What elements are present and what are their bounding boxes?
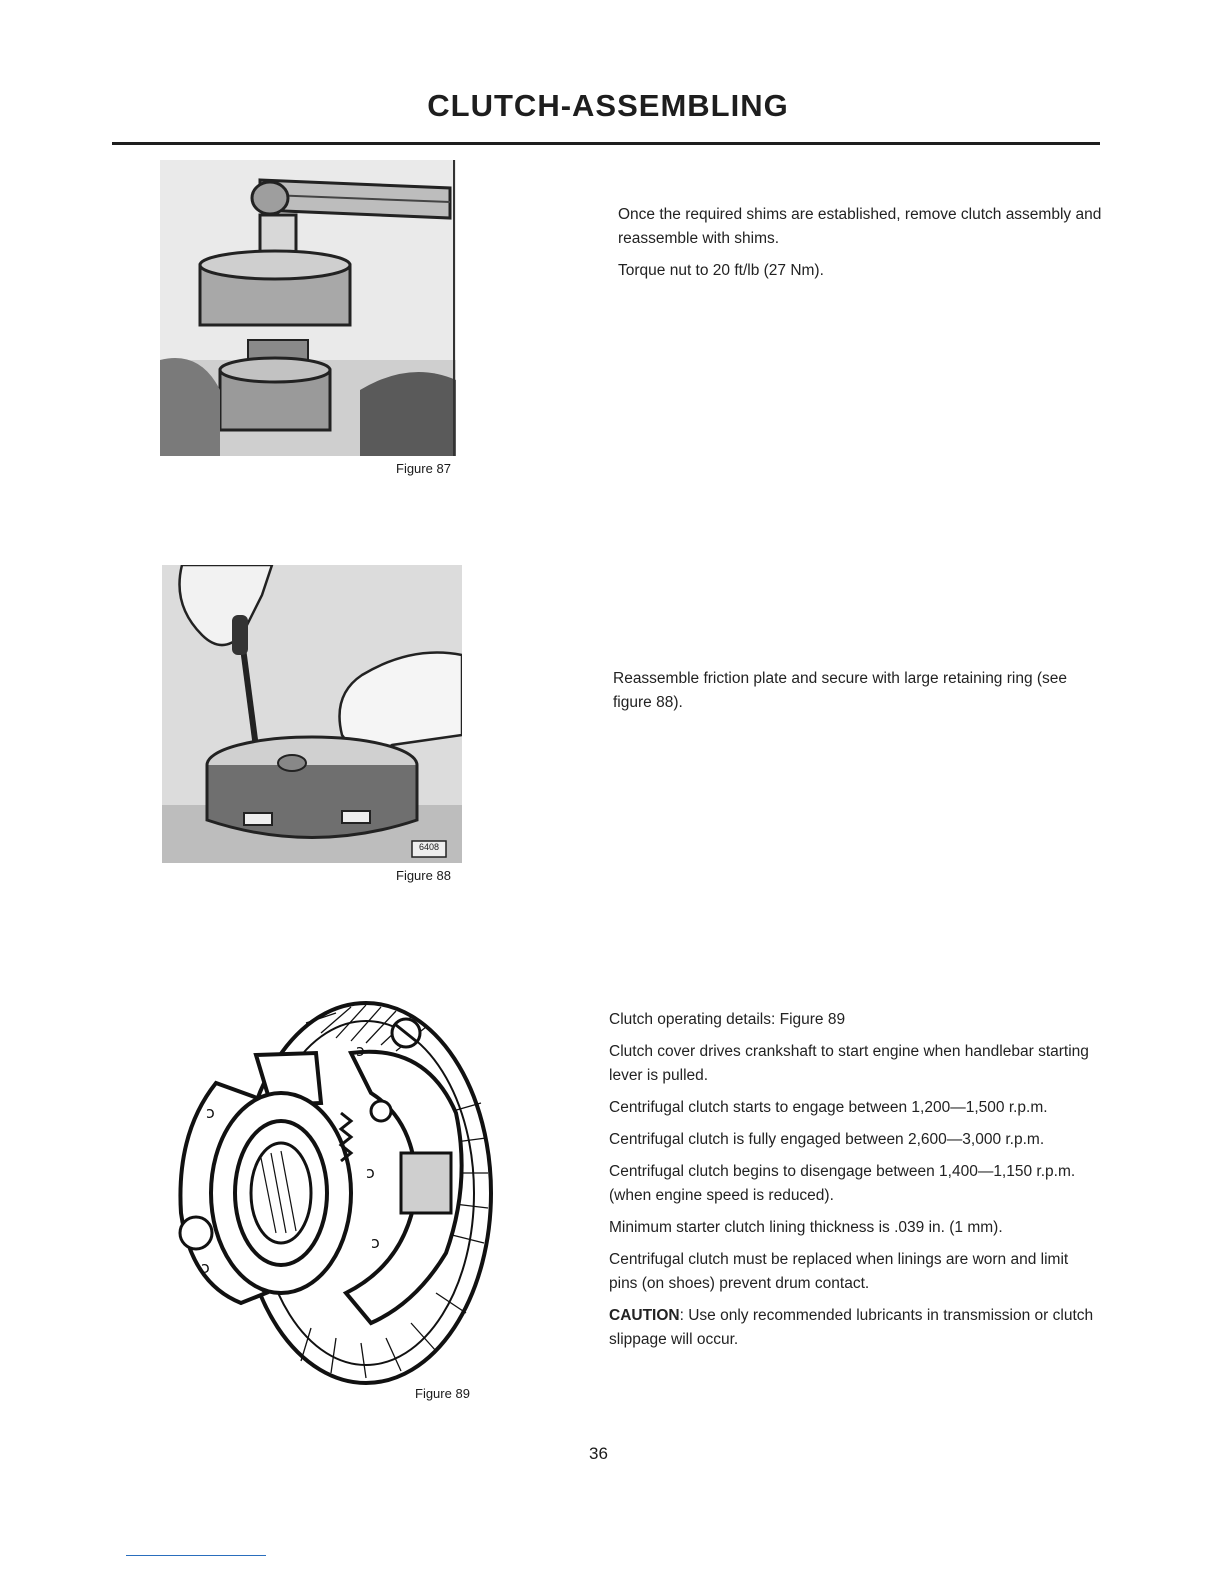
shims-paragraph-1: Once the required shims are established, remove clutch assembly and reassemble with shims. [618,206,1102,247]
caution-label: CAUTION [609,1307,680,1324]
operating-details-paragraph-2: Clutch cover drives crankshaft to start engine when handlebar starting lever is pulled. [609,1043,1089,1084]
svg-text:ɔ: ɔ [366,1163,375,1182]
svg-text:ɔ: ɔ [206,1103,215,1122]
operating-details-paragraph-7: Centrifugal clutch must be replaced when linings are worn and limit pins (on shoes) prevent drum contact. [609,1251,1069,1292]
caution-text: : Use only recommended lubricants in transmission or clutch slippage will occur. [609,1307,1094,1348]
title-rule [112,142,1100,145]
operating-details-paragraph-5: Centrifugal clutch begins to disengage between 1,400—1,150 r.p.m. (when engine speed is reduced). [609,1163,1076,1204]
operating-details-section [609,1008,1099,1360]
friction-plate-section [613,667,1103,723]
operating-details-paragraph-6: Minimum starter clutch lining thickness is .039 in. (1 mm). [609,1219,1003,1236]
shims-paragraph-2: Torque nut to 20 ft/lb (27 Nm). [618,262,824,279]
figure-89-drawing [156,993,494,1393]
figure-87-photo [160,160,456,456]
operating-details-paragraph-3: Centrifugal clutch starts to engage between 1,200—1,500 r.p.m. [609,1099,1048,1116]
caution-paragraph [609,1304,1099,1352]
shims-section [618,203,1108,291]
figure-88-caption: Figure 88 [396,868,451,883]
figure-89-caption: Figure 89 [415,1386,470,1401]
page-number: 36 [589,1444,608,1463]
figure-88-photo [162,565,462,863]
operating-details-paragraph-4: Centrifugal clutch is fully engaged between 2,600—3,000 r.p.m. [609,1131,1045,1148]
svg-text:ɔ: ɔ [356,1041,365,1060]
figure-88-tag: 6408 [418,842,440,852]
footer-link-rule [126,1555,266,1556]
operating-details-heading: Clutch operating details: Figure 89 [609,1011,846,1028]
svg-text:ɔ: ɔ [371,1233,380,1252]
figure-87-caption: Figure 87 [396,461,451,476]
friction-plate-paragraph: Reassemble friction plate and secure with large retaining ring (see figure 88). [613,670,1068,711]
svg-text:ɔ: ɔ [201,1258,210,1277]
page-title: CLUTCH-ASSEMBLING [427,88,789,123]
